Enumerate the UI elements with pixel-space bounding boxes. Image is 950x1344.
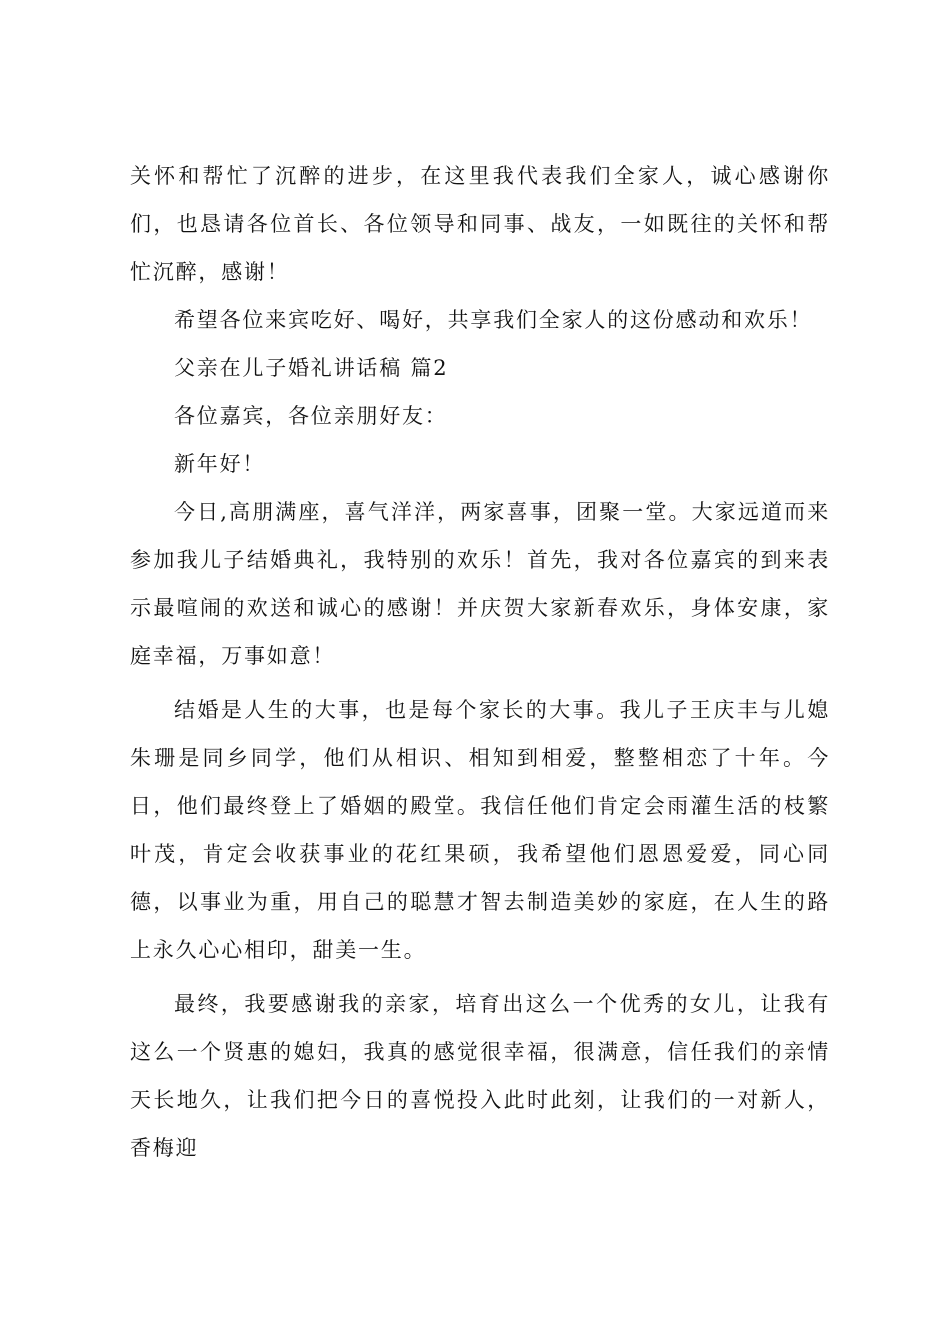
paragraph-wish-guests: 希望各位来宾吃好、喝好，共享我们全家人的这份感动和欢乐！ (174, 308, 813, 332)
paragraph-greeting: 新年好！ (174, 452, 266, 476)
paragraph-closing-thanks: 关怀和帮忙了沉醉的进步，在这里我代表我们全家人，诚心感谢你们，也恳请各位首长、各位领导和同事、战友，一如既往的关怀和帮忙沉醉，感谢！ (130, 164, 830, 284)
paragraph-marriage: 结婚是人生的大事，也是每个家长的大事。我儿子王庆丰与儿媳朱珊是同乡同学，他们从相识、相知到相爱，整整相恋了十年。今日，他们最终登上了婚姻的殿堂。我信任他们肯定会雨灌生活的枝繁叶茂，肯定会收获事业的花红果硕，我希望他们恩恩爱爱，同心同德，以事业为重，用自己的聪慧才智去制造美妙的家庭，在人生的路上永久心心相印，甜美一生。 (130, 698, 830, 962)
section-heading: 父亲在儿子婚礼讲话稿 篇2 (174, 356, 449, 380)
paragraph-salutation: 各位嘉宾，各位亲朋好友： (174, 404, 448, 428)
document-body (130, 152, 830, 1172)
paragraph-final-thanks: 最终，我要感谢我的亲家，培育出这么一个优秀的女儿，让我有这么一个贤惠的媳妇，我真的感觉很幸福，很满意，信任我们的亲情天长地久，让我们把今日的喜悦投入此时此刻，让我们的一对新人，香梅迎 (130, 992, 830, 1160)
paragraph-welcome: 今日,高朋满座，喜气洋洋，两家喜事，团聚一堂。大家远道而来参加我儿子结婚典礼，我特别的欢乐！首先，我对各位嘉宾的到来表示最喧闹的欢送和诚心的感谢！并庆贺大家新春欢乐，身体安康，家庭幸福，万事如意！ (130, 500, 830, 668)
